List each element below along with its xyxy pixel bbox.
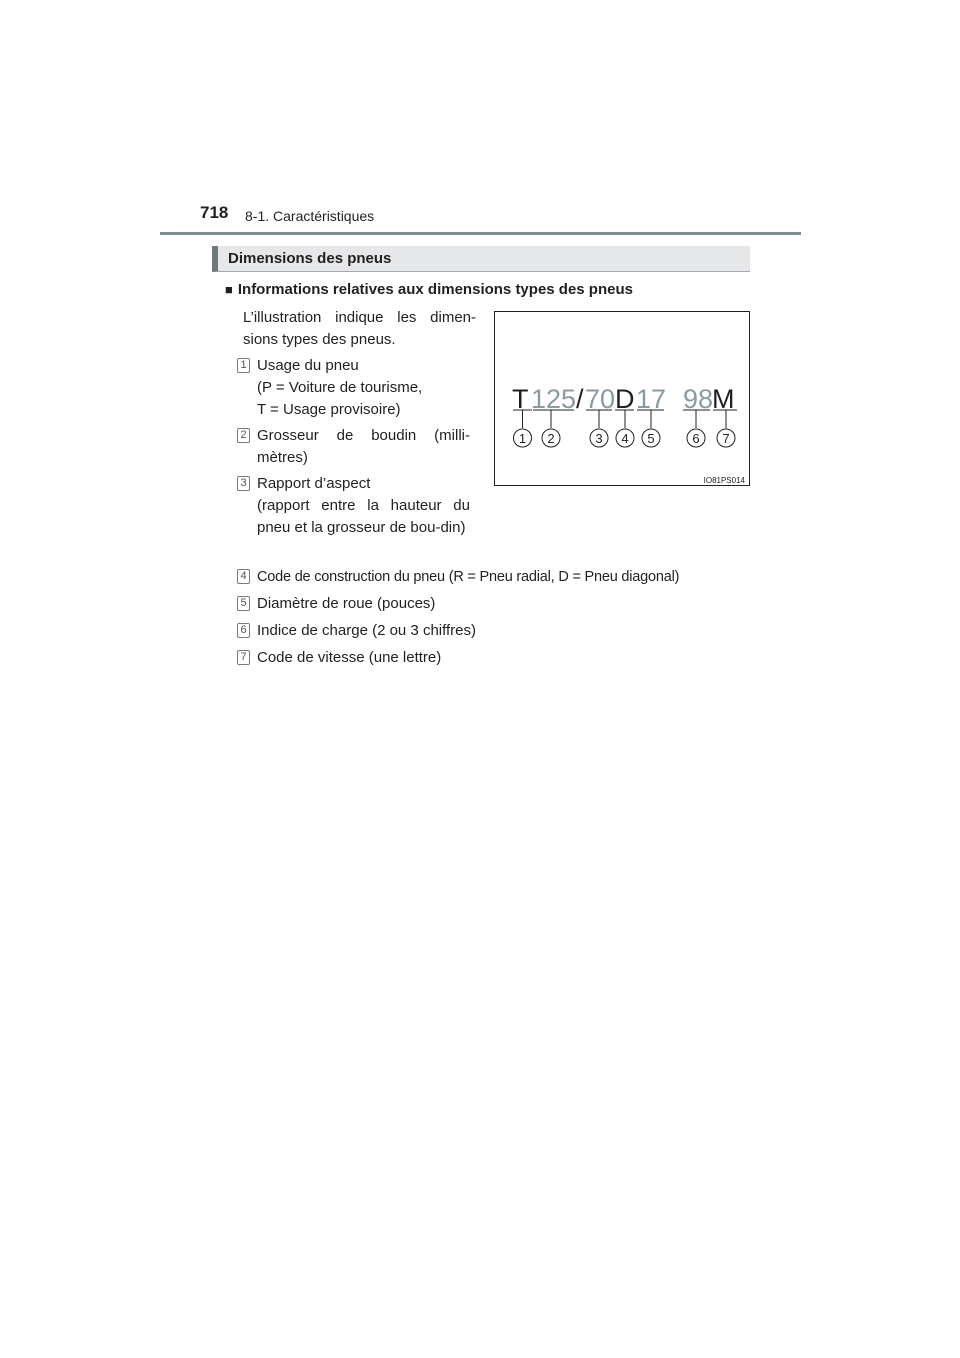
item-text: (P = Voiture de tourisme,: [257, 379, 423, 396]
tire-load-value: 98: [683, 384, 714, 414]
subsection-heading: [225, 281, 633, 298]
callout-number: 1: [518, 431, 527, 446]
callout-number: 5: [647, 431, 655, 446]
figure-code: IO81PS014: [703, 476, 745, 485]
number-badge: 6: [237, 623, 250, 638]
tire-construction-letter: D: [615, 384, 635, 414]
tire-rim-value: 17: [636, 384, 667, 414]
tire-speed-letter: M: [712, 384, 735, 414]
item-text: Indice de charge (2 ou 3 chiffres): [257, 622, 477, 639]
item-text: Rapport d’aspect: [257, 475, 371, 492]
number-badge: 5: [237, 596, 250, 611]
item-text: T = Usage provisoire): [257, 401, 401, 418]
header-divider: [160, 232, 801, 235]
tire-size-figure: [494, 311, 750, 486]
item-text: Code de construction du pneu (R = Pneu radial, D = Pneu diagonal): [257, 569, 680, 585]
section-title: Dimensions des pneus: [228, 250, 392, 267]
intro-paragraph: L’illustration indique les dimen-sions types des pneus.: [243, 309, 476, 348]
callout-number: 6: [692, 431, 700, 446]
number-badge: 7: [237, 650, 250, 665]
section-header: [212, 246, 750, 272]
number-badge: 3: [237, 476, 250, 491]
item-text: (rapport entre la hauteur du pneu et la grosseur de bou-din): [257, 497, 470, 536]
callout-number: 7: [722, 431, 730, 446]
callout-number: 4: [621, 431, 629, 446]
item-text: Usage du pneu: [257, 357, 359, 374]
chapter-title: 8-1. Caractéristiques: [245, 208, 375, 224]
page-number: 718: [200, 203, 229, 222]
item-text: Grosseur de boudin (milli-mètres): [257, 427, 470, 466]
callout-number: 2: [547, 431, 555, 446]
number-badge: 4: [237, 569, 250, 584]
tire-width-value: 125: [531, 384, 577, 414]
callout-number: 3: [595, 431, 603, 446]
number-badge: 1: [237, 358, 250, 373]
square-bullet-icon: ■: [225, 282, 233, 297]
tire-slash: /: [576, 384, 584, 414]
number-badge: 2: [237, 428, 250, 443]
tire-usage-letter: T: [512, 384, 529, 414]
subsection-title: Informations relatives aux dimensions types des pneus: [237, 281, 633, 298]
item-text: Code de vitesse (une lettre): [257, 649, 442, 666]
item-text: Diamètre de roue (pouces): [257, 595, 436, 612]
tire-aspect-value: 70: [585, 384, 616, 414]
